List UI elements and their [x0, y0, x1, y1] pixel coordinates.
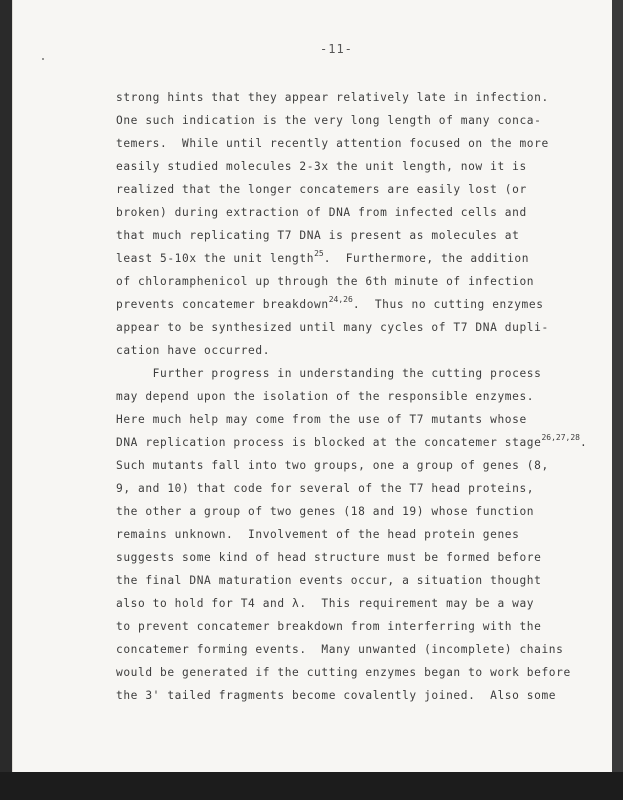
- text-line: the final DNA maturation events occur, a situation thought: [116, 574, 542, 587]
- text-line: to prevent concatemer breakdown from interferring with the: [116, 620, 542, 633]
- text-line: temers. While until recently attention focused on the more: [116, 137, 549, 150]
- text-line: may depend upon the isolation of the responsible enzymes.: [116, 390, 535, 403]
- citation-superscript: 24,26: [328, 295, 353, 304]
- text-line: broken) during extraction of DNA from infected cells and: [116, 206, 527, 219]
- text-line: strong hints that they appear relatively late in infection.: [116, 91, 549, 104]
- text-run: least 5-10x the unit length: [116, 252, 315, 265]
- text-line: One such indication is the very long length of many conca-: [116, 114, 542, 127]
- scan-border-bottom: [0, 772, 623, 800]
- text-line: Here much help may come from the use of T7 mutants whose: [116, 413, 527, 426]
- text-line: 9, and 10) that code for several of the T7 head proteins,: [116, 482, 535, 495]
- text-line: suggests some kind of head structure must be formed before: [116, 551, 542, 564]
- page-number: -11-: [320, 42, 353, 56]
- text-line: appear to be synthesized until many cycles of T7 DNA dupli-: [116, 321, 549, 334]
- text-line: [116, 247, 576, 270]
- text-run: . Thus no cutting enzymes: [352, 298, 544, 311]
- citation-superscript: 26,27,28: [541, 433, 580, 442]
- scan-border-right: [612, 0, 623, 772]
- citation-superscript: 25: [314, 249, 324, 258]
- text-line: also to hold for T4 and λ. This requirement may be a way: [116, 597, 535, 610]
- text-line: Such mutants fall into two groups, one a group of genes (8,: [116, 459, 549, 472]
- text-line: the other a group of two genes (18 and 19) whose function: [116, 505, 535, 518]
- text-line: Further progress in understanding the cutting process: [116, 367, 542, 380]
- document-page: [12, 0, 612, 772]
- text-line: [116, 431, 588, 454]
- text-line: realized that the longer concatemers are easily lost (or: [116, 183, 527, 196]
- paper-speck: [42, 58, 44, 60]
- text-line: easily studied molecules 2-3x the unit length, now it is: [116, 160, 527, 173]
- text-line: that much replicating T7 DNA is present as molecules at: [116, 229, 520, 242]
- text-line: concatemer forming events. Many unwanted (incomplete) chains: [116, 643, 564, 656]
- text-line: the 3' tailed fragments become covalently joined. Also some: [116, 689, 557, 702]
- text-line: cation have occurred.: [116, 344, 271, 357]
- text-line: of chloramphenicol up through the 6th minute of infection: [116, 275, 535, 288]
- text-line: remains unknown. Involvement of the head protein genes: [116, 528, 520, 541]
- text-run: .: [580, 436, 588, 449]
- text-run: prevents concatemer breakdown: [116, 298, 329, 311]
- text-run: DNA replication process is blocked at the concatemer stage: [116, 436, 542, 449]
- text-line: would be generated if the cutting enzymes began to work before: [116, 666, 571, 679]
- text-run: . Furthermore, the addition: [323, 252, 530, 265]
- body-text: [116, 86, 588, 707]
- text-line: [116, 293, 576, 316]
